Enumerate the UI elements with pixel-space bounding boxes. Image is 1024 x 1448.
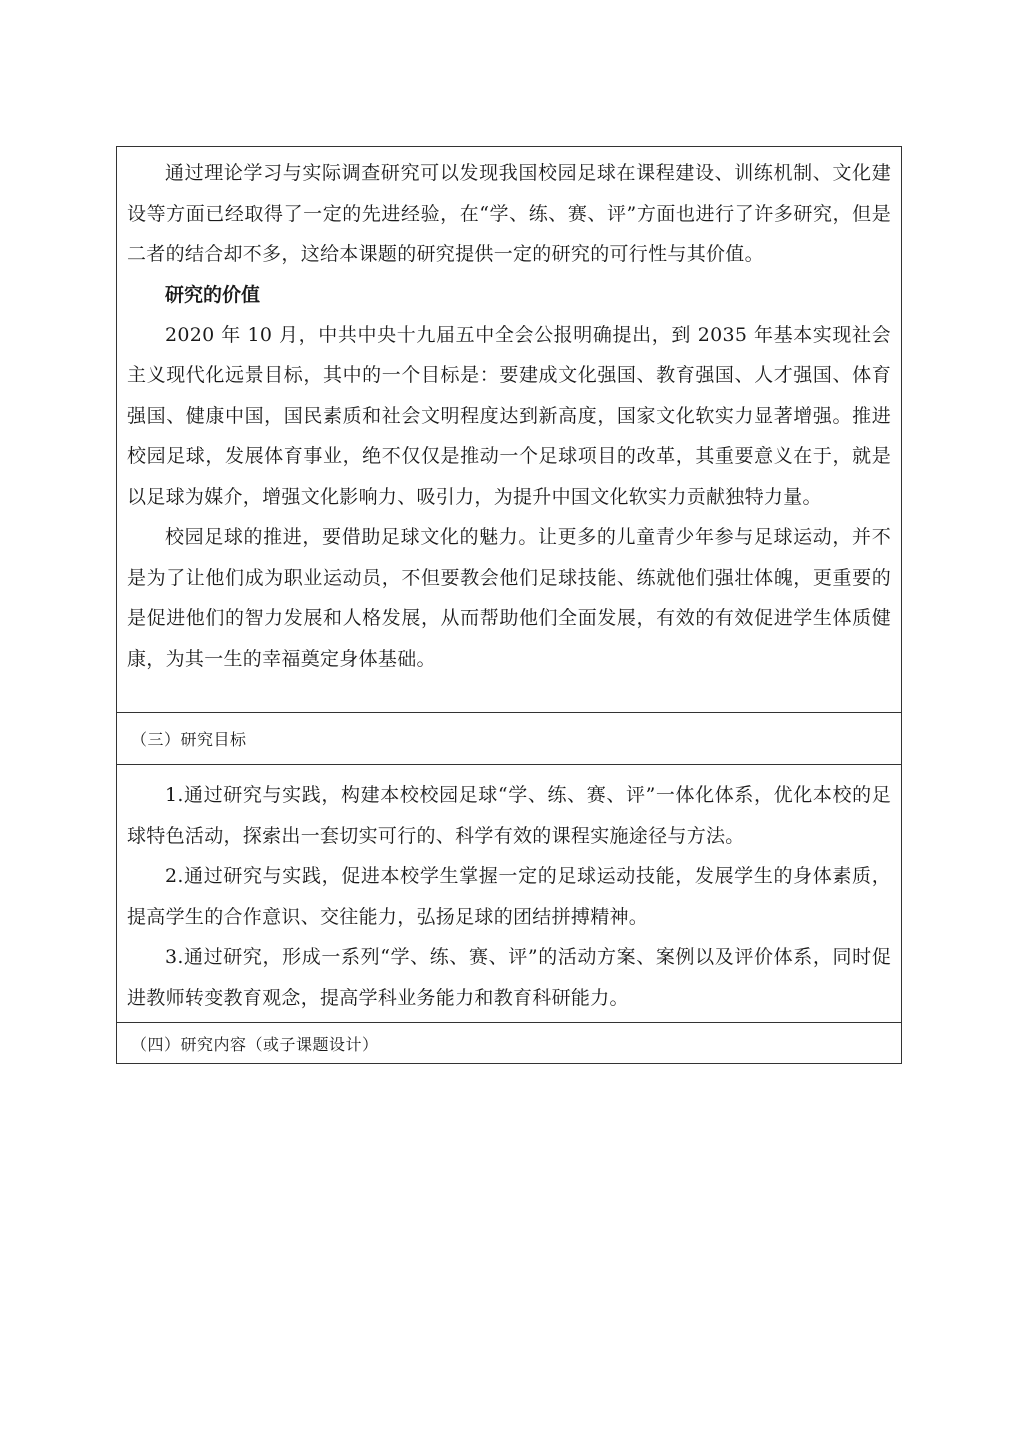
goal-item: 3.通过研究，形成一系列“学、练、赛、评”的活动方案、案例以及评价体系，同时促进教师转变教育观念，提高学科业务能力和教育科研能力。 (127, 946, 891, 1009)
policy-paragraph: 2020 年 10 月，中共中央十九届五中全会公报明确提出，到 2035 年基本实现社会主义现代化远景目标，其中的一个目标是：要建成文化强国、教育强国、人才强国、体育强国、健康中国，国民素质和社会文明程度达到新高度，国家文化软实力显著增强。推进校园足球，发展体育事业，绝不仅仅是推动一个足球项目的改革，其重要意义在于，就是以足球为媒介，增强文化影响力、吸引力，为提升中国文化软实力贡献独特力量。 (127, 323, 891, 508)
research-goals-cell (117, 765, 901, 1023)
background-value-cell (117, 147, 901, 713)
campus-football-paragraph: 校园足球的推进，要借助足球文化的魅力。让更多的儿童青少年参与足球运动，并不是为了让他们成为职业运动员，不但要教会他们足球技能、练就他们强壮体魄，更重要的是促进他们的智力发展和人格发展，从而帮助他们全面发展，有效的有效促进学生体质健康，为其一生的幸福奠定身体基础。 (127, 526, 891, 670)
goal-item: 2.通过研究与实践，促进本校学生掌握一定的足球运动技能，发展学生的身体素质，提高学生的合作意识、交往能力，弘扬足球的团结拼搏精神。 (127, 865, 891, 928)
document-table (116, 146, 902, 1064)
research-value-heading: 研究的价值 (165, 283, 261, 306)
goal-item: 1.通过研究与实践，构建本校校园足球“学、练、赛、评”一体化体系，优化本校的足球特色活动，探索出一套切实可行的、科学有效的课程实施途径与方法。 (127, 784, 891, 847)
section-4-label: （四）研究内容（或子课题设计） (131, 1034, 379, 1054)
section-3-label: （三）研究目标 (117, 713, 901, 765)
feasibility-paragraph: 通过理论学习与实际调查研究可以发现我国校园足球在课程建设、训练机制、文化建设等方面已经取得了一定的先进经验，在“学、练、赛、评”方面也进行了许多研究，但是二者的结合却不多，这给本课题的研究提供一定的研究的可行性与其价值。 (127, 162, 891, 265)
